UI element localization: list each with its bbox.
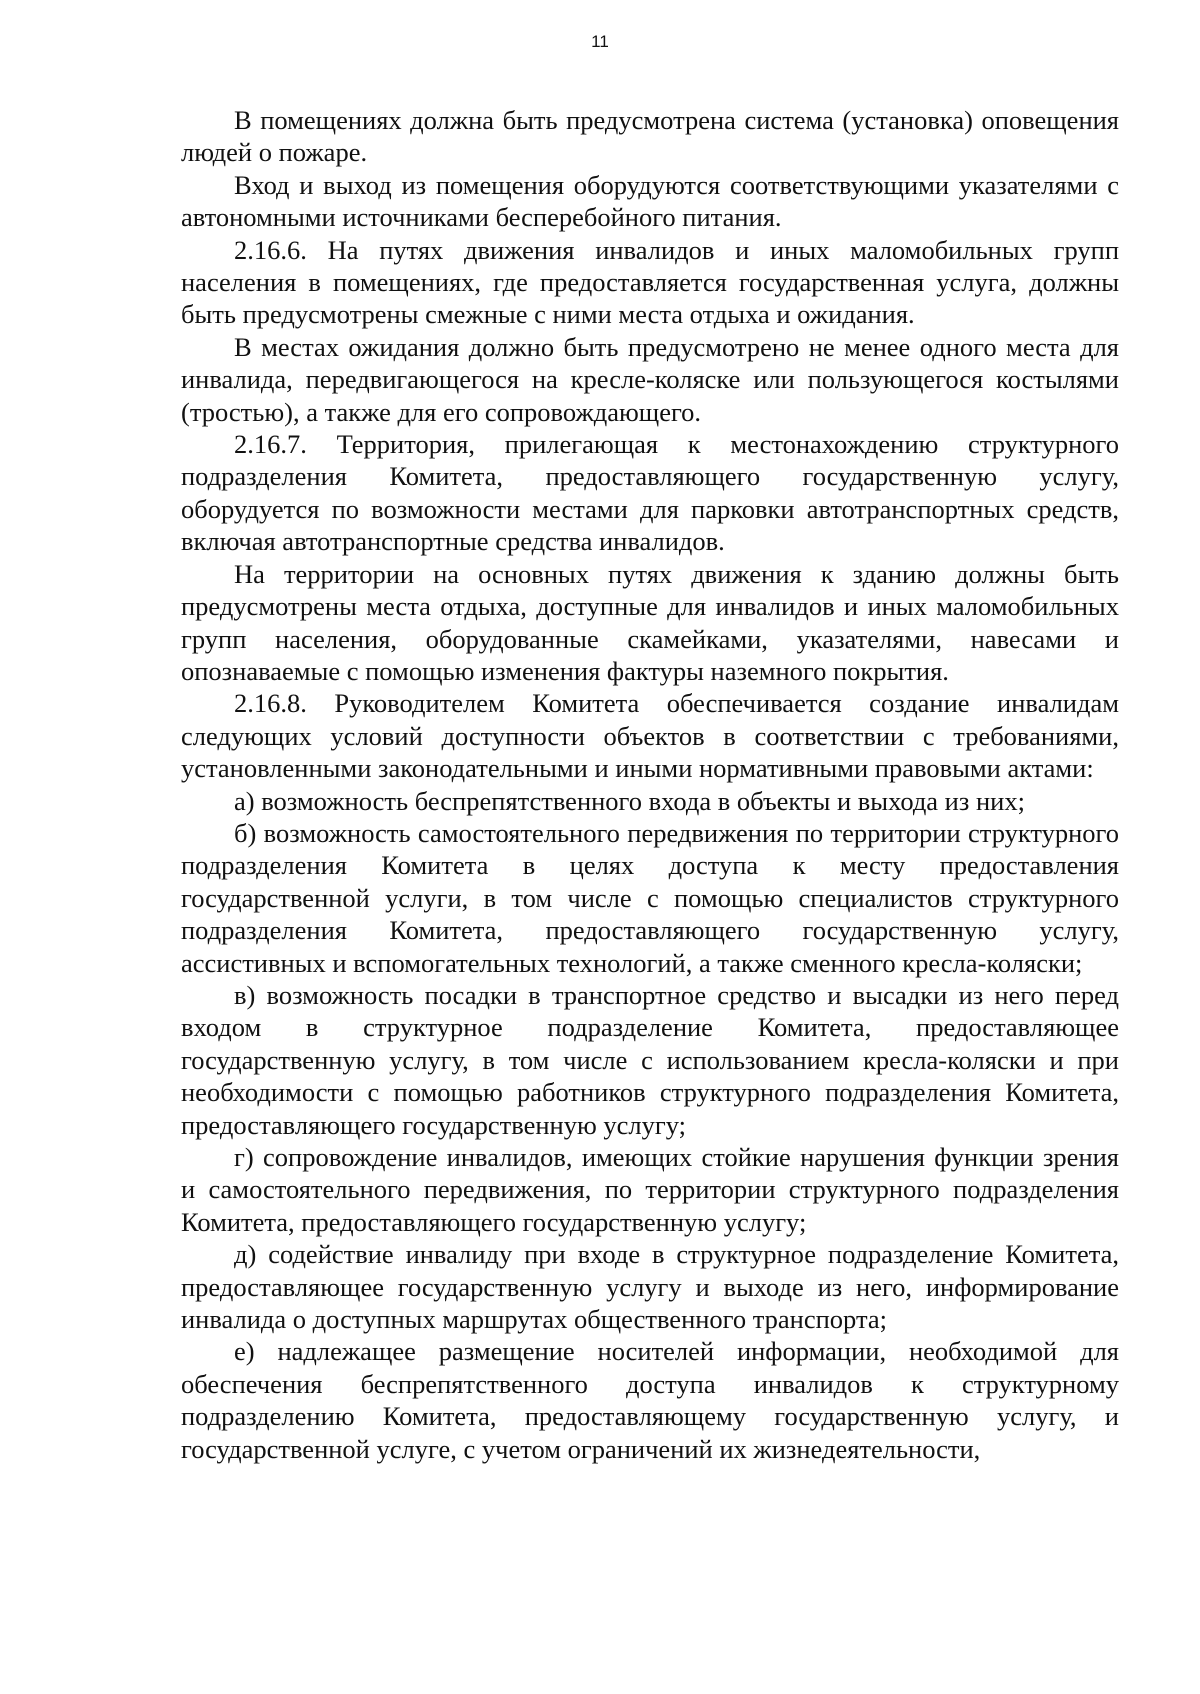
list-item-v: в) возможность посадки в транспортное средство и высадки из него перед входом в структурное подразделение Комитета, предоставляющее государственную услугу, в том числе с использованием кресла-коляски и при необходимости с помощью работников структурного подразделения Комитета, предоставляющего государственную услугу; xyxy=(181,979,1119,1140)
paragraph-2-16-7: 2.16.7. Территория, прилегающая к местонахождению структурного подразделения Комитета, предоставляющего государственную услугу, оборудуется по возможности местами для парковки автотранспортных средств, включая автотранспортные средства инвалидов. xyxy=(181,429,1119,557)
list-item-g: г) сопровождение инвалидов, имеющих стойкие нарушения функции зрения и самостоятельного передвижения, по территории структурного подразделения Комитета, предоставляющего государственную услугу; xyxy=(181,1142,1119,1237)
list-item-a: а) возможность беспрепятственного входа в объекты и выхода из них; xyxy=(234,785,1025,816)
list-item-e: е) надлежащее размещение носителей информации, необходимой для обеспечения беспрепятственного доступа инвалидов к структурному подразделению Комитета, предоставляющему государственную услугу, и государственной услуге, с учетом ограничений их жизнедеятельности, xyxy=(181,1336,1119,1464)
list-item-b: б) возможность самостоятельного передвижения по территории структурного подразделения Комитета в целях доступа к месту предоставления государственной услуги, в том числе с помощью специалистов структурного подразделения Комитета, предоставляющего государственную услугу, ассистивных и вспомогательных технологий, а также сменного кресла-коляски; xyxy=(181,817,1119,978)
paragraph-waiting-places: В местах ожидания должно быть предусмотрено не менее одного места для инвалида, передвигающегося на кресле-коляске или пользующегося костылями (тростью), а также для его сопровождающего. xyxy=(181,331,1119,427)
document-body xyxy=(181,104,1119,1465)
page-number: 11 xyxy=(591,32,609,51)
paragraph-territory-rest-places: На территории на основных путях движения к зданию должны быть предусмотрены места отдыха, доступные для инвалидов и иных маломобильных групп населения, оборудованные скамейками, указателями, навесами и опознаваемые с помощью изменения фактуры наземного покрытия. xyxy=(181,558,1119,686)
paragraph-entrance-signs: Вход и выход из помещения оборудуются соответствующими указателями с автономными источниками бесперебойного питания. xyxy=(181,169,1119,233)
paragraph-2-16-6: 2.16.6. На путях движения инвалидов и иных маломобильных групп населения в помещениях, где предоставляется государственная услуга, должны быть предусмотрены смежные с ними места отдыха и ожидания. xyxy=(181,234,1119,330)
paragraph-2-16-8: 2.16.8. Руководителем Комитета обеспечивается создание инвалидам следующих условий доступности объектов в соответствии с требованиями, установленными законодательными и иными нормативными правовыми актами: xyxy=(181,688,1119,784)
paragraph-fire-alarm: В помещениях должна быть предусмотрена система (установка) оповещения людей о пожаре. xyxy=(181,105,1119,168)
list-item-d: д) содействие инвалиду при входе в структурное подразделение Комитета, предоставляющее государственную услугу и выходе из него, информирование инвалида о доступных маршрутах общественного транспорта; xyxy=(181,1239,1119,1335)
